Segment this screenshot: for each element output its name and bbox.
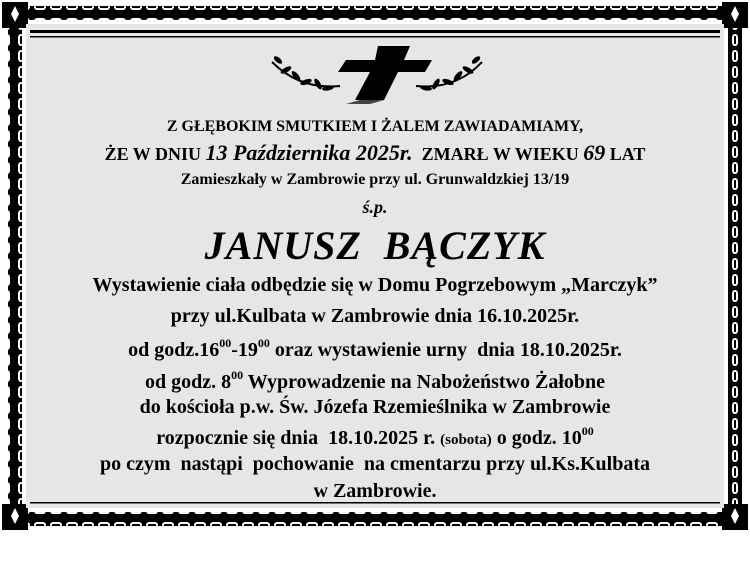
date-of-death: 13 Października 2025r. xyxy=(205,140,413,165)
age: 69 xyxy=(583,140,606,165)
deceased-name: JANUSZ BĄCZYK xyxy=(204,223,546,268)
date-of-death-line: ŻE W DNIU 13 Października 2025r. ZMARŁ W WIEKU 69 LAT xyxy=(104,140,646,165)
olive-branch-icon xyxy=(272,55,340,92)
candle-corner-icon xyxy=(2,504,28,530)
burial-town-line: w Zambrowie. xyxy=(313,480,437,502)
cross-icon xyxy=(338,46,432,104)
viewing-hours-line: od $godz.16^{00}-19^{00}$ oraz wystawienie urny dnia 18.10.2025r. xyxy=(128,336,622,361)
procession-line: od godz. $8^{00}$ Wyprowadzenie na Nabożeństwo Żałobne xyxy=(144,368,605,393)
viewing-line: Wystawienie ciała odbędzie się w Domu Pogrzebowym „Marczyk” xyxy=(92,274,658,296)
candle-corner-icon xyxy=(2,2,28,28)
church-line: do kościoła p.w. Św. Józefa Rzemieślnika w Zambrowie xyxy=(139,396,611,418)
candle-corner-icon xyxy=(722,504,748,530)
sp-abbreviation: ś.p. xyxy=(362,197,388,217)
residence-line: Zamieszkały w Zambrowie przy ul. Grunwaldzkiej 13/19 xyxy=(180,171,570,188)
announcement-heading: Z GŁĘBOKIM SMUTKIEM I ŻALEM ZAWIADAMIAMY, xyxy=(166,118,584,135)
viewing-address-line: przy ul.Kulbata w Zambrowie dnia 16.10.2025r. xyxy=(170,305,580,327)
candle-corner-icon xyxy=(722,2,748,28)
burial-line: po czym nastąpi pochowanie na cmentarzu przy ul.Ks.Kulbata xyxy=(99,453,651,475)
cross-emblem xyxy=(260,42,495,112)
mass-time-line: rozpocznie się dnia 18.10.2025 r. (sobota) o godz. $10^{00}$ xyxy=(156,424,594,449)
